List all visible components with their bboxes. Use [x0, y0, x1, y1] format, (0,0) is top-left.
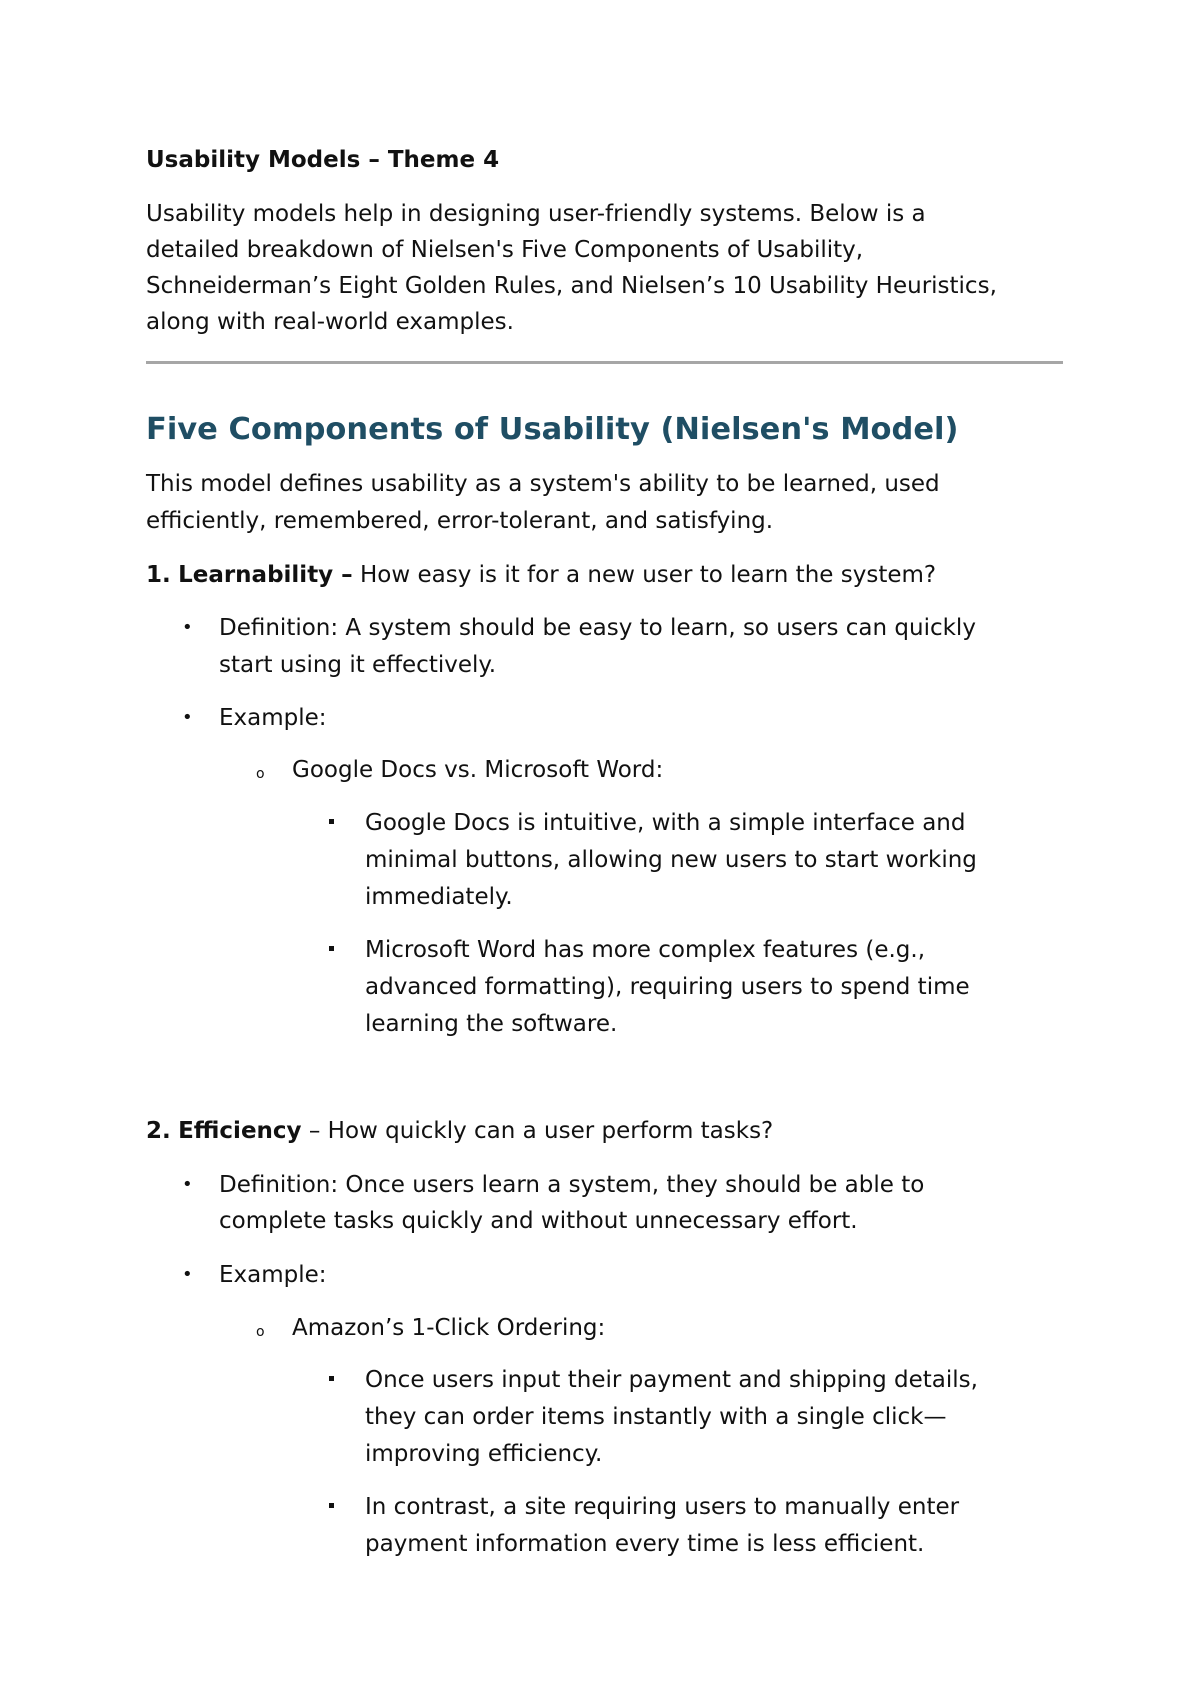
example-point-line: Microsoft Word has more complex features (e.g.,: [365, 937, 926, 963]
section-intro-line: efficiently, remembered, error-tolerant, and satisfying.: [146, 508, 774, 534]
component-number: 2.: [146, 1118, 171, 1144]
example-point-line: immediately.: [365, 884, 513, 910]
example-point-line: In contrast, a site requiring users to manually enter: [365, 1494, 960, 1520]
intro-line: Schneiderman’s Eight Golden Rules, and Nielsen’s 10 Usability Heuristics,: [146, 273, 997, 299]
component-number: 1.: [146, 562, 171, 588]
example-point-line: advanced formatting), requiring users to spend time: [365, 974, 970, 1000]
document-title: Usability Models – Theme 4: [146, 147, 500, 173]
bullet-icon: •: [182, 1174, 193, 1195]
bullet-icon: •: [182, 707, 193, 728]
component-learnability-heading: [146, 557, 936, 594]
section-intro-line: This model defines usability as a system's ability to be learned, used: [146, 471, 940, 497]
section-heading: Five Components of Usability (Nielsen's Model): [146, 412, 959, 447]
example-point-line: minimal buttons, allowing new users to start working: [365, 847, 977, 873]
example-point-line: Once users input their payment and shipping details,: [365, 1367, 978, 1393]
example-point-line: they can order items instantly with a single click—: [365, 1404, 947, 1430]
square-bullet-icon: [329, 1503, 334, 1508]
example-point-line: learning the software.: [365, 1011, 618, 1037]
square-bullet-icon: [329, 819, 334, 824]
example-point-line: Google Docs is intuitive, with a simple interface and: [365, 810, 966, 836]
component-efficiency-heading: [146, 1113, 773, 1150]
circle-bullet-icon: o: [256, 1324, 265, 1340]
example-sub-item: Google Docs vs. Microsoft Word:: [292, 757, 664, 783]
component-question: – How quickly can a user perform tasks?: [308, 1118, 774, 1144]
bullet-icon: •: [182, 1264, 193, 1285]
example-point-line: payment information every time is less efficient.: [365, 1531, 925, 1557]
square-bullet-icon: [329, 946, 334, 951]
definition-line: Definition: A system should be easy to learn, so users can quickly: [219, 615, 976, 641]
definition-line: start using it effectively.: [219, 652, 497, 678]
component-name: Learnability –: [178, 562, 353, 588]
definition-line: Definition: Once users learn a system, they should be able to: [219, 1172, 925, 1198]
circle-bullet-icon: o: [256, 766, 265, 782]
component-question: How easy is it for a new user to learn the system?: [360, 562, 937, 588]
intro-line: detailed breakdown of Nielsen's Five Components of Usability,: [146, 237, 864, 263]
bullet-icon: •: [182, 617, 193, 638]
component-name: Efficiency: [178, 1118, 302, 1144]
definition-line: complete tasks quickly and without unnecessary effort.: [219, 1208, 858, 1234]
example-label: Example:: [219, 705, 327, 731]
intro-line: Usability models help in designing user-friendly systems. Below is a: [146, 201, 926, 227]
example-sub-item: Amazon’s 1-Click Ordering:: [292, 1315, 606, 1341]
intro-line: along with real-world examples.: [146, 309, 514, 335]
horizontal-divider: [146, 361, 1063, 364]
square-bullet-icon: [329, 1376, 334, 1381]
example-label: Example:: [219, 1262, 327, 1288]
example-point-line: improving efficiency.: [365, 1441, 603, 1467]
